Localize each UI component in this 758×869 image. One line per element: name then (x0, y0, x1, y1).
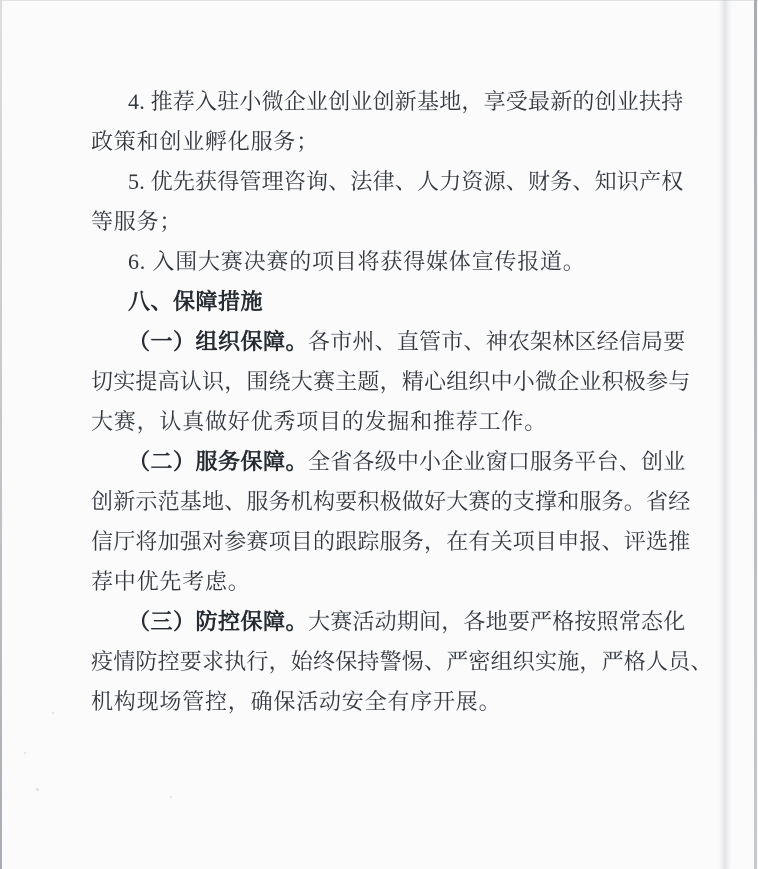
scan-left-edge (0, 0, 2, 869)
document-text-block (91, 82, 713, 722)
line-text-segment: 大赛，认真做好优秀项目的发掘和推荐工作。 (91, 409, 548, 434)
line-text-segment: 全省各级中小企业窗口服务平台、创业 (308, 449, 686, 474)
line-text-segment: 切实提高认识，围绕大赛主题，精心组织中小微企业积极参与 (91, 369, 691, 394)
paper-fold-shadow (719, 0, 732, 869)
scan-right-edge (754, 0, 757, 869)
line-bold-segment: （三）防控保障。 (128, 609, 309, 634)
text-line (91, 682, 671, 722)
scan-speckle (52, 712, 54, 714)
text-line (91, 522, 691, 562)
line-text-segment: 信厅将加强对参赛项目的跟踪服务，在有关项目申报、评选推 (91, 529, 691, 554)
text-line (91, 642, 713, 682)
text-line (91, 602, 686, 642)
scan-speckle (24, 752, 26, 754)
line-bold-segment: 八、保障措施 (128, 289, 264, 314)
text-line (91, 442, 686, 482)
line-text-segment: 各市州、直管市、神农架林区经信局要 (308, 329, 686, 354)
line-text-segment: 大赛活动期间，各地要严格按照常态化 (308, 609, 686, 634)
text-line (91, 482, 691, 522)
text-line (91, 162, 684, 202)
line-text-segment: 荐中优先考虑。 (91, 569, 251, 594)
line-bold-segment: （二）服务保障。 (128, 449, 309, 474)
line-text-segment: 4. 推荐入驻小微企业创业创新基地，享受最新的创业扶持 (128, 89, 684, 114)
scan-speckle (36, 788, 39, 791)
text-line (91, 562, 671, 602)
text-line (91, 122, 671, 162)
line-text-segment: 等服务； (91, 209, 183, 234)
scan-speckle (170, 796, 172, 798)
line-text-segment: 创新示范基地、服务机构要积极做好大赛的支撑和服务。省经 (91, 489, 691, 514)
text-line (91, 362, 691, 402)
text-line (91, 282, 671, 322)
text-line (91, 202, 671, 242)
text-line (91, 82, 684, 122)
text-line (91, 322, 686, 362)
line-text-segment: 政策和创业孵化服务； (91, 129, 320, 154)
line-bold-segment: （一）组织保障。 (128, 329, 309, 354)
line-text-segment: 疫情防控要求执行，始终保持警惕、严密组织实施，严格人员、 (91, 649, 713, 674)
text-line (91, 242, 671, 282)
scan-top-edge (0, 0, 758, 1)
line-text-segment: 5. 优先获得管理咨询、法律、人力资源、财务、知识产权 (128, 169, 684, 194)
text-line (91, 402, 671, 442)
line-text-segment: 机构现场管控，确保活动安全有序开展。 (91, 689, 502, 714)
line-text-segment: 6. 入围大赛决赛的项目将获得媒体宣传报道。 (128, 249, 586, 274)
